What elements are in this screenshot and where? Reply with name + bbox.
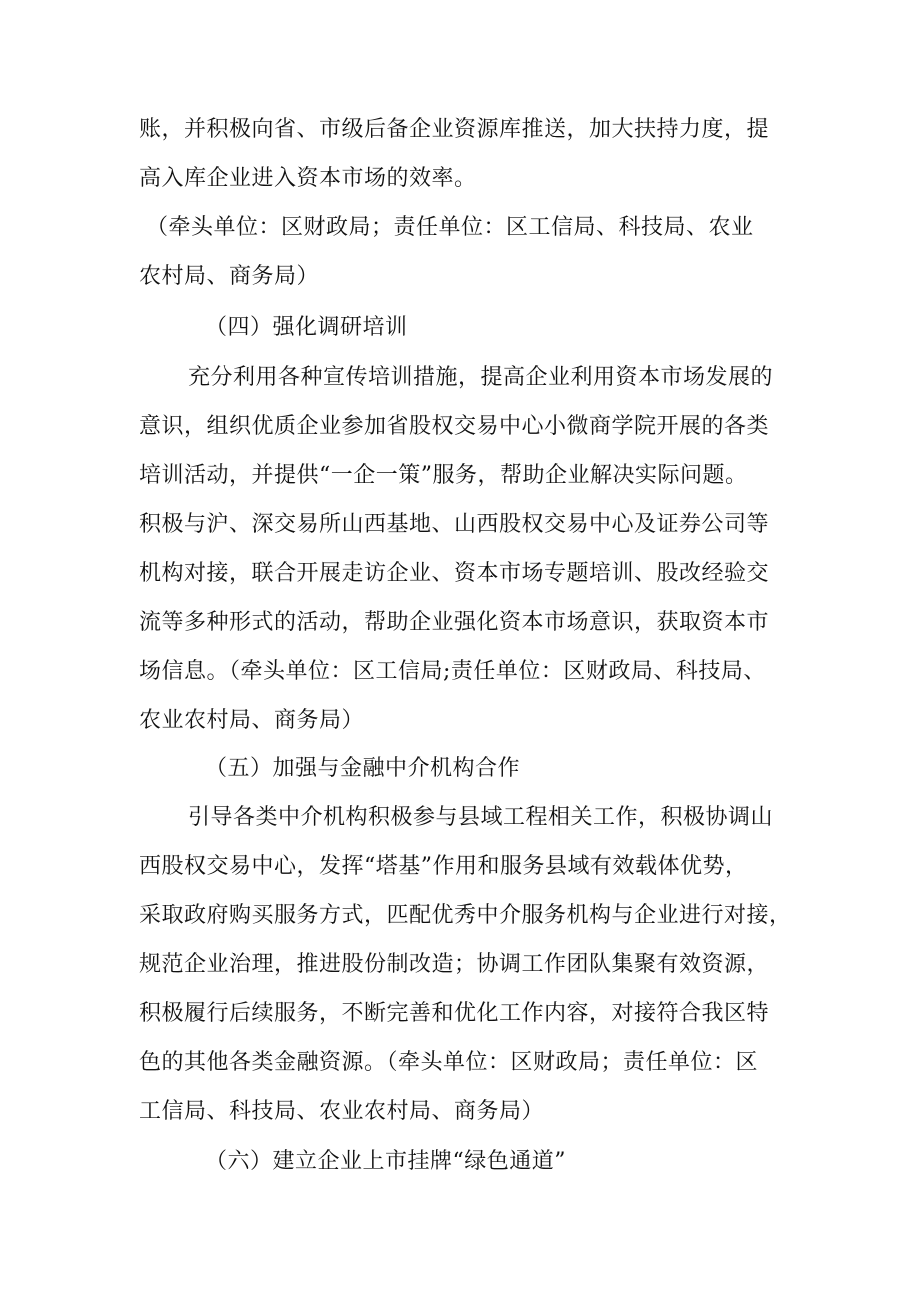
section-heading-6: （六）建立企业上市挂牌“绿色通道” (205, 1149, 566, 1174)
paragraph-line: 西股权交易中心，发挥“塔基”作用和服务县域有效载体优势， (139, 854, 748, 879)
paragraph-line: 引导各类中介机构积极参与县域工程相关工作，积极协调山 (188, 805, 774, 830)
paragraph-line: 高入库企业进入资本市场的效率。 (139, 166, 477, 191)
responsibility-line: （牵头单位：区财政局；责任单位：区工信局、科技局、农业 (146, 215, 754, 240)
paragraph-line: 积极履行后续服务，不断完善和优化工作内容，对接符合我区特 (139, 1001, 770, 1026)
paragraph-line: 农业农村局、商务局） (139, 708, 365, 733)
paragraph-line: 培训活动，并提供“一企一策”服务，帮助企业解决实际问题。 (139, 463, 748, 488)
paragraph-line: 采取政府购买服务方式，匹配优秀中介服务机构与企业进行对接， (139, 903, 792, 928)
paragraph-line: 色的其他各类金融资源。（牵头单位：区财政局；责任单位：区 (139, 1050, 759, 1075)
paragraph-line: 意识，组织优质企业参加省股权交易中心小微商学院开展的各类 (139, 414, 770, 439)
paragraph-line: 账，并积极向省、市级后备企业资源库推送，加大扶持力度，提 (139, 117, 770, 142)
paragraph-line: 流等多种形式的活动，帮助企业强化资本市场意识，获取资本市 (139, 610, 770, 635)
paragraph-line: 工信局、科技局、农业农村局、商务局） (139, 1099, 545, 1124)
paragraph-line: 规范企业治理，推进股份制改造；协调工作团队集聚有效资源， (139, 952, 770, 977)
responsibility-line: 农村局、商务局） (139, 264, 320, 289)
paragraph-line: 机构对接，联合开展走访企业、资本市场专题培训、股改经验交 (139, 561, 770, 586)
section-heading-4: （四）强化调研培训 (205, 315, 408, 340)
section-heading-5: （五）加强与金融中介机构合作 (205, 756, 521, 781)
paragraph-line: 场信息。（牵头单位：区工信局;责任单位：区财政局、科技局、 (139, 659, 766, 684)
paragraph-line: 充分利用各种宣传培训措施，提高企业利用资本市场发展的 (188, 365, 774, 390)
paragraph-line: 积极与沪、深交易所山西基地、山西股权交易中心及证券公司等 (139, 512, 770, 537)
